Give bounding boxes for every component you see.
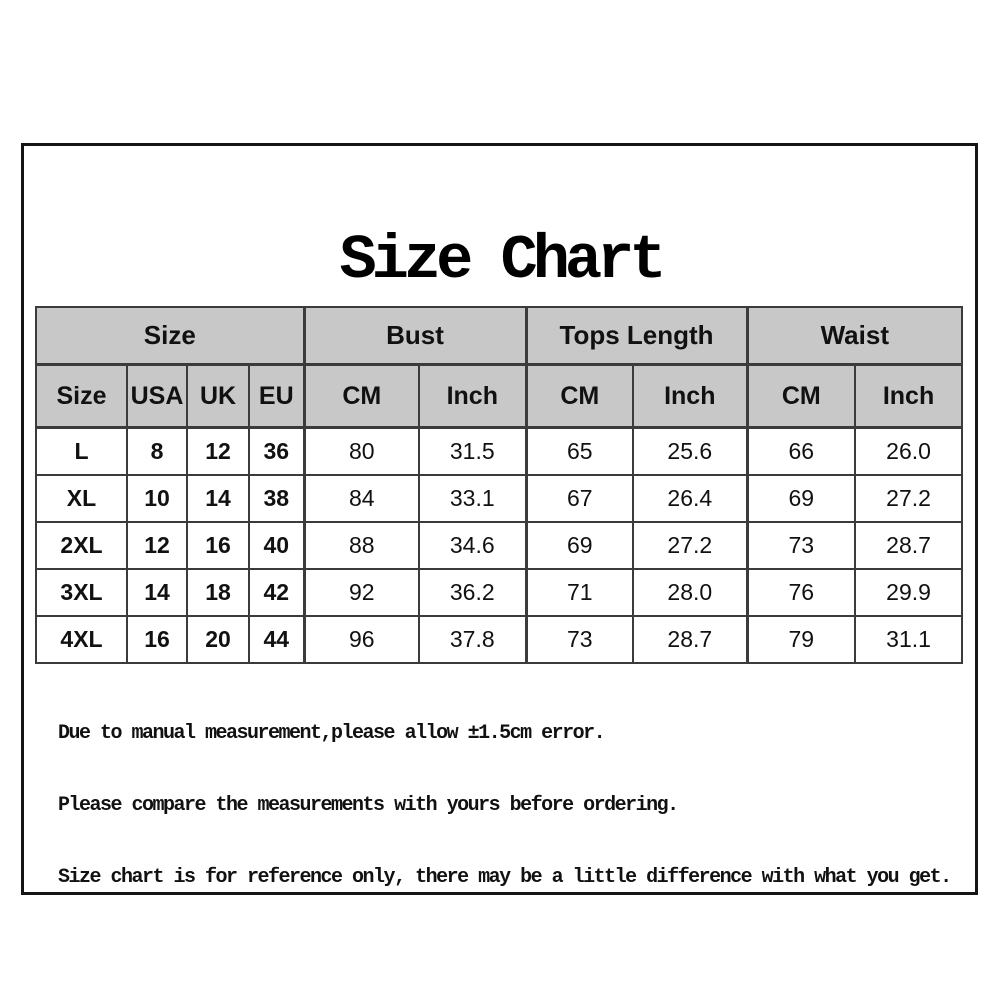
bust-inch-cell: 37.8 (419, 616, 526, 663)
usa-cell: 10 (127, 475, 187, 522)
waist-cm-cell: 79 (747, 616, 855, 663)
subheader-eu: EU (249, 365, 304, 428)
tops-cm-cell: 67 (526, 475, 633, 522)
note-line-3: Size chart is for reference only, there may be a little difference with what you get. (58, 866, 951, 889)
group-header-bust: Bust (304, 307, 526, 365)
subheader-bust-inch: Inch (419, 365, 526, 428)
size-cell: 4XL (36, 616, 127, 663)
eu-cell: 42 (249, 569, 304, 616)
note-line-1: Due to manual measurement,please allow ±1.5cm error. (58, 722, 605, 745)
subheader-tops-cm: CM (526, 365, 633, 428)
waist-cm-cell: 76 (747, 569, 855, 616)
waist-cm-cell: 69 (747, 475, 855, 522)
uk-cell: 20 (187, 616, 249, 663)
table-row-l (36, 428, 962, 476)
tops-inch-cell: 26.4 (633, 475, 747, 522)
size-cell: XL (36, 475, 127, 522)
usa-cell: 14 (127, 569, 187, 616)
bust-cm-cell: 92 (304, 569, 419, 616)
size-cell: 2XL (36, 522, 127, 569)
disclaimer-notes (58, 674, 951, 938)
bust-cm-cell: 96 (304, 616, 419, 663)
table-row-4xl (36, 616, 962, 663)
group-header-tops-length: Tops Length (526, 307, 747, 365)
tops-cm-cell: 73 (526, 616, 633, 663)
tops-cm-cell: 71 (526, 569, 633, 616)
usa-cell: 8 (127, 428, 187, 476)
waist-inch-cell: 29.9 (855, 569, 962, 616)
eu-cell: 38 (249, 475, 304, 522)
group-header-waist: Waist (747, 307, 962, 365)
tops-inch-cell: 25.6 (633, 428, 747, 476)
subheader-size: Size (36, 365, 127, 428)
subheader-uk: UK (187, 365, 249, 428)
bust-cm-cell: 80 (304, 428, 419, 476)
table-row-3xl (36, 569, 962, 616)
uk-cell: 16 (187, 522, 249, 569)
waist-inch-cell: 31.1 (855, 616, 962, 663)
tops-inch-cell: 28.7 (633, 616, 747, 663)
subheader-waist-inch: Inch (855, 365, 962, 428)
usa-cell: 12 (127, 522, 187, 569)
bust-cm-cell: 84 (304, 475, 419, 522)
eu-cell: 36 (249, 428, 304, 476)
group-header-row (36, 307, 962, 365)
usa-cell: 16 (127, 616, 187, 663)
tops-inch-cell: 27.2 (633, 522, 747, 569)
bust-inch-cell: 33.1 (419, 475, 526, 522)
size-chart-table (35, 306, 963, 664)
table-row-2xl (36, 522, 962, 569)
page-title: Size Chart (339, 225, 662, 296)
subheader-usa: USA (127, 365, 187, 428)
size-cell: 3XL (36, 569, 127, 616)
bust-inch-cell: 36.2 (419, 569, 526, 616)
bust-cm-cell: 88 (304, 522, 419, 569)
tops-cm-cell: 65 (526, 428, 633, 476)
bust-inch-cell: 34.6 (419, 522, 526, 569)
waist-cm-cell: 66 (747, 428, 855, 476)
table-row-xl (36, 475, 962, 522)
size-cell: L (36, 428, 127, 476)
subheader-row (36, 365, 962, 428)
group-header-size: Size (36, 307, 304, 365)
eu-cell: 40 (249, 522, 304, 569)
uk-cell: 14 (187, 475, 249, 522)
tops-inch-cell: 28.0 (633, 569, 747, 616)
waist-cm-cell: 73 (747, 522, 855, 569)
bust-inch-cell: 31.5 (419, 428, 526, 476)
waist-inch-cell: 28.7 (855, 522, 962, 569)
uk-cell: 18 (187, 569, 249, 616)
subheader-waist-cm: CM (747, 365, 855, 428)
tops-cm-cell: 69 (526, 522, 633, 569)
uk-cell: 12 (187, 428, 249, 476)
waist-inch-cell: 27.2 (855, 475, 962, 522)
eu-cell: 44 (249, 616, 304, 663)
note-line-2: Please compare the measurements with yours before ordering. (58, 794, 678, 817)
subheader-bust-cm: CM (304, 365, 419, 428)
waist-inch-cell: 26.0 (855, 428, 962, 476)
subheader-tops-inch: Inch (633, 365, 747, 428)
